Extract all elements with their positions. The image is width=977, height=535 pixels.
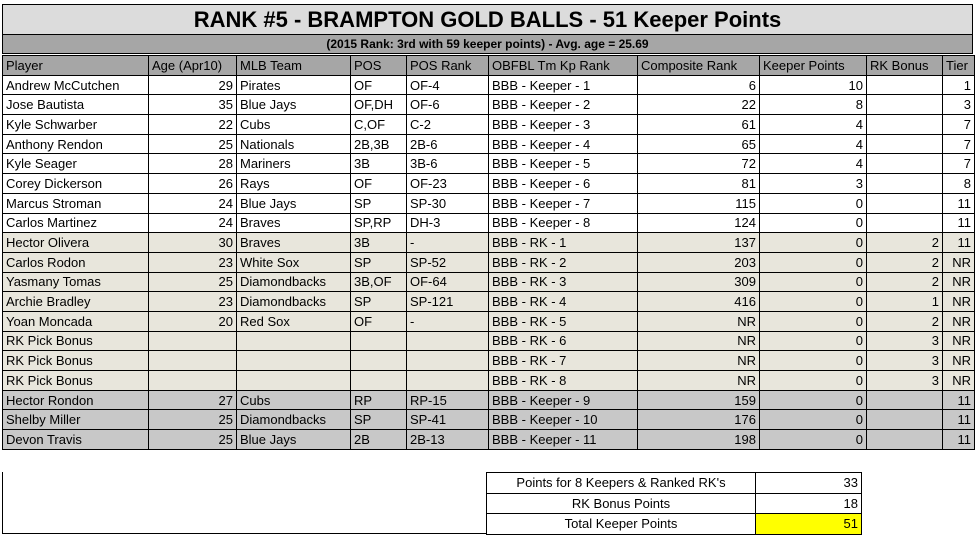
header-pos-rank[interactable]: POS Rank xyxy=(407,56,489,76)
cell-age[interactable]: 28 xyxy=(149,154,237,174)
cell-composite-rank[interactable]: 159 xyxy=(638,390,760,410)
cell-pos[interactable] xyxy=(351,351,407,371)
cell-pos[interactable] xyxy=(351,331,407,351)
cell-pos[interactable]: RP xyxy=(351,390,407,410)
summary-label[interactable]: Total Keeper Points xyxy=(487,514,756,535)
cell-pos[interactable]: 2B,3B xyxy=(351,134,407,154)
cell-tier[interactable]: 11 xyxy=(943,193,975,213)
cell-pos[interactable]: 2B xyxy=(351,430,407,450)
cell-composite-rank[interactable]: 72 xyxy=(638,154,760,174)
summary-table xyxy=(486,472,862,535)
cell-composite-rank[interactable]: 22 xyxy=(638,95,760,115)
cell-tier[interactable]: 7 xyxy=(943,134,975,154)
cell-composite-rank[interactable]: NR xyxy=(638,331,760,351)
cell-rk-bonus[interactable] xyxy=(867,193,943,213)
cell-tier[interactable]: 7 xyxy=(943,115,975,135)
cell-player[interactable]: Yoan Moncada xyxy=(3,311,149,331)
cell-composite-rank[interactable]: 416 xyxy=(638,292,760,312)
cell-pos-rank[interactable]: 2B-13 xyxy=(407,430,489,450)
cell-mlb-team[interactable]: White Sox xyxy=(237,252,351,272)
table-row xyxy=(3,95,975,115)
cell-pos-rank[interactable]: OF-4 xyxy=(407,75,489,95)
summary-value[interactable]: 33 xyxy=(756,473,862,494)
cell-player[interactable]: Carlos Martinez xyxy=(3,213,149,233)
cell-composite-rank[interactable]: 81 xyxy=(638,174,760,194)
cell-keeper-points[interactable]: 0 xyxy=(760,390,867,410)
cell-keeper-points[interactable]: 0 xyxy=(760,430,867,450)
cell-rk-bonus[interactable]: 2 xyxy=(867,272,943,292)
cell-pos[interactable]: OF xyxy=(351,174,407,194)
cell-keeper-points[interactable]: 0 xyxy=(760,193,867,213)
cell-rk-bonus[interactable]: 2 xyxy=(867,311,943,331)
cell-mlb-team[interactable] xyxy=(237,331,351,351)
cell-rk-bonus[interactable] xyxy=(867,95,943,115)
cell-tier[interactable]: 3 xyxy=(943,95,975,115)
cell-pos-rank[interactable]: C-2 xyxy=(407,115,489,135)
cell-rk-bonus[interactable]: 3 xyxy=(867,351,943,371)
table-row xyxy=(3,213,975,233)
cell-rk-bonus[interactable] xyxy=(867,115,943,135)
cell-mlb-team[interactable]: Nationals xyxy=(237,134,351,154)
cell-keeper-points[interactable]: 0 xyxy=(760,410,867,430)
cell-player[interactable]: Hector Rondon xyxy=(3,390,149,410)
total-keeper-points-value[interactable]: 51 xyxy=(756,514,862,535)
cell-keeper-points[interactable]: 0 xyxy=(760,371,867,391)
cell-tm-kp-rank[interactable]: BBB - Keeper - 4 xyxy=(489,134,638,154)
cell-pos-rank[interactable]: DH-3 xyxy=(407,213,489,233)
header-tm-kp-rank[interactable]: OBFBL Tm Kp Rank xyxy=(489,56,638,76)
cell-age[interactable]: 25 xyxy=(149,272,237,292)
cell-pos-rank[interactable]: OF-6 xyxy=(407,95,489,115)
cell-tier[interactable]: 1 xyxy=(943,75,975,95)
cell-pos[interactable]: SP xyxy=(351,410,407,430)
table-row xyxy=(3,351,975,371)
cell-keeper-points[interactable]: 0 xyxy=(760,233,867,253)
cell-composite-rank[interactable]: 65 xyxy=(638,134,760,154)
cell-pos[interactable]: SP xyxy=(351,193,407,213)
cell-player[interactable]: RK Pick Bonus xyxy=(3,331,149,351)
cell-mlb-team[interactable]: Braves xyxy=(237,233,351,253)
cell-tm-kp-rank[interactable]: BBB - Keeper - 9 xyxy=(489,390,638,410)
cell-pos-rank[interactable]: SP-52 xyxy=(407,252,489,272)
cell-mlb-team[interactable]: Blue Jays xyxy=(237,95,351,115)
sheet-subtitle: (2015 Rank: 3rd with 59 keeper points) - Avg. age = 25.69 xyxy=(2,35,973,54)
cell-player[interactable]: Marcus Stroman xyxy=(3,193,149,213)
cell-mlb-team[interactable]: Diamondbacks xyxy=(237,292,351,312)
cell-age[interactable]: 25 xyxy=(149,430,237,450)
cell-composite-rank[interactable]: 203 xyxy=(638,252,760,272)
cell-tier[interactable]: 7 xyxy=(943,154,975,174)
table-row xyxy=(3,410,975,430)
table-row xyxy=(3,331,975,351)
cell-player[interactable]: Yasmany Tomas xyxy=(3,272,149,292)
cell-player[interactable]: Archie Bradley xyxy=(3,292,149,312)
cell-age[interactable]: 23 xyxy=(149,292,237,312)
cell-tm-kp-rank[interactable]: BBB - RK - 3 xyxy=(489,272,638,292)
cell-tier[interactable]: 11 xyxy=(943,410,975,430)
summary-label[interactable]: RK Bonus Points xyxy=(487,493,756,514)
cell-tier[interactable]: NR xyxy=(943,252,975,272)
header-rk-bonus[interactable]: RK Bonus xyxy=(867,56,943,76)
cell-rk-bonus[interactable] xyxy=(867,75,943,95)
table-row xyxy=(3,174,975,194)
cell-mlb-team[interactable]: Blue Jays xyxy=(237,193,351,213)
cell-pos[interactable]: C,OF xyxy=(351,115,407,135)
cell-mlb-team[interactable]: Cubs xyxy=(237,115,351,135)
cell-age[interactable]: 25 xyxy=(149,410,237,430)
cell-pos[interactable]: 3B xyxy=(351,154,407,174)
table-row xyxy=(3,115,975,135)
cell-player[interactable]: Anthony Rendon xyxy=(3,134,149,154)
cell-keeper-points[interactable]: 0 xyxy=(760,311,867,331)
cell-player[interactable]: Shelby Miller xyxy=(3,410,149,430)
cell-pos-rank[interactable]: RP-15 xyxy=(407,390,489,410)
cell-tier[interactable]: 11 xyxy=(943,213,975,233)
sheet-title: RANK #5 - BRAMPTON GOLD BALLS - 51 Keeper Points xyxy=(2,4,973,35)
cell-rk-bonus[interactable] xyxy=(867,174,943,194)
cell-mlb-team[interactable]: Red Sox xyxy=(237,311,351,331)
table-row xyxy=(3,371,975,391)
cell-pos[interactable]: SP xyxy=(351,252,407,272)
cell-keeper-points[interactable]: 10 xyxy=(760,75,867,95)
cell-tm-kp-rank[interactable]: BBB - RK - 4 xyxy=(489,292,638,312)
cell-composite-rank[interactable]: 61 xyxy=(638,115,760,135)
cell-tm-kp-rank[interactable]: BBB - RK - 7 xyxy=(489,351,638,371)
table-row xyxy=(3,292,975,312)
cell-keeper-points[interactable]: 0 xyxy=(760,272,867,292)
cell-player[interactable]: RK Pick Bonus xyxy=(3,351,149,371)
cell-keeper-points[interactable]: 0 xyxy=(760,351,867,371)
cell-mlb-team[interactable]: Rays xyxy=(237,174,351,194)
cell-tm-kp-rank[interactable]: BBB - Keeper - 6 xyxy=(489,174,638,194)
cell-mlb-team[interactable]: Diamondbacks xyxy=(237,410,351,430)
cell-age[interactable] xyxy=(149,371,237,391)
cell-age[interactable]: 25 xyxy=(149,134,237,154)
header-keeper-points[interactable]: Keeper Points xyxy=(760,56,867,76)
cell-tm-kp-rank[interactable]: BBB - RK - 6 xyxy=(489,331,638,351)
cell-age[interactable]: 24 xyxy=(149,213,237,233)
keeper-table xyxy=(2,55,975,450)
cell-composite-rank[interactable]: 176 xyxy=(638,410,760,430)
cell-age[interactable]: 30 xyxy=(149,233,237,253)
cell-pos-rank[interactable]: SP-30 xyxy=(407,193,489,213)
summary-row xyxy=(487,514,862,535)
cell-rk-bonus[interactable] xyxy=(867,430,943,450)
cell-tier[interactable]: 8 xyxy=(943,174,975,194)
table-row xyxy=(3,311,975,331)
cell-keeper-points[interactable]: 0 xyxy=(760,213,867,233)
header-composite-rank[interactable]: Composite Rank xyxy=(638,56,760,76)
header-pos[interactable]: POS xyxy=(351,56,407,76)
cell-age[interactable]: 29 xyxy=(149,75,237,95)
cell-pos[interactable]: SP xyxy=(351,292,407,312)
cell-age[interactable]: 26 xyxy=(149,174,237,194)
cell-pos-rank[interactable]: 2B-6 xyxy=(407,134,489,154)
cell-pos[interactable]: 3B xyxy=(351,233,407,253)
cell-pos[interactable] xyxy=(351,371,407,391)
summary-label[interactable]: Points for 8 Keepers & Ranked RK's xyxy=(487,473,756,494)
cell-keeper-points[interactable]: 4 xyxy=(760,115,867,135)
cell-pos-rank[interactable]: SP-121 xyxy=(407,292,489,312)
cell-rk-bonus[interactable]: 2 xyxy=(867,233,943,253)
cell-pos-rank[interactable]: OF-64 xyxy=(407,272,489,292)
cell-mlb-team[interactable]: Blue Jays xyxy=(237,430,351,450)
table-row xyxy=(3,154,975,174)
cell-rk-bonus[interactable] xyxy=(867,410,943,430)
cell-tier[interactable]: 11 xyxy=(943,233,975,253)
cell-tier[interactable]: NR xyxy=(943,351,975,371)
cell-tier[interactable]: NR xyxy=(943,311,975,331)
header-player[interactable]: Player xyxy=(3,56,149,76)
table-row xyxy=(3,75,975,95)
cell-keeper-points[interactable]: 0 xyxy=(760,331,867,351)
header-row xyxy=(3,56,975,76)
cell-keeper-points[interactable]: 4 xyxy=(760,154,867,174)
cell-pos-rank[interactable]: - xyxy=(407,233,489,253)
table-row xyxy=(3,233,975,253)
cell-tm-kp-rank[interactable]: BBB - Keeper - 11 xyxy=(489,430,638,450)
cell-pos-rank[interactable] xyxy=(407,371,489,391)
cell-composite-rank[interactable]: 115 xyxy=(638,193,760,213)
cell-rk-bonus[interactable] xyxy=(867,134,943,154)
cell-tm-kp-rank[interactable]: BBB - Keeper - 1 xyxy=(489,75,638,95)
cell-composite-rank[interactable]: 6 xyxy=(638,75,760,95)
cell-tm-kp-rank[interactable]: BBB - Keeper - 5 xyxy=(489,154,638,174)
cell-tm-kp-rank[interactable]: BBB - Keeper - 2 xyxy=(489,95,638,115)
cell-age[interactable]: 20 xyxy=(149,311,237,331)
cell-age[interactable] xyxy=(149,351,237,371)
cell-rk-bonus[interactable] xyxy=(867,213,943,233)
cell-composite-rank[interactable]: NR xyxy=(638,371,760,391)
cell-age[interactable]: 24 xyxy=(149,193,237,213)
table-row xyxy=(3,390,975,410)
cell-composite-rank[interactable]: NR xyxy=(638,311,760,331)
cell-tier[interactable]: 11 xyxy=(943,430,975,450)
summary-row xyxy=(487,493,862,514)
cell-pos[interactable]: OF,DH xyxy=(351,95,407,115)
cell-mlb-team[interactable]: Mariners xyxy=(237,154,351,174)
cell-tm-kp-rank[interactable]: BBB - Keeper - 3 xyxy=(489,115,638,135)
cell-mlb-team[interactable]: Cubs xyxy=(237,390,351,410)
cell-age[interactable]: 35 xyxy=(149,95,237,115)
cell-composite-rank[interactable]: NR xyxy=(638,351,760,371)
cell-player[interactable]: RK Pick Bonus xyxy=(3,371,149,391)
table-row xyxy=(3,252,975,272)
cell-tm-kp-rank[interactable]: BBB - RK - 5 xyxy=(489,311,638,331)
cell-tm-kp-rank[interactable]: BBB - Keeper - 7 xyxy=(489,193,638,213)
cell-pos[interactable]: SP,RP xyxy=(351,213,407,233)
cell-player[interactable]: Carlos Rodon xyxy=(3,252,149,272)
header-tier[interactable]: Tier xyxy=(943,56,975,76)
cell-tm-kp-rank[interactable]: BBB - RK - 2 xyxy=(489,252,638,272)
cell-pos[interactable]: OF xyxy=(351,75,407,95)
summary-row xyxy=(487,473,862,494)
cell-composite-rank[interactable]: 137 xyxy=(638,233,760,253)
cell-player[interactable]: Kyle Schwarber xyxy=(3,115,149,135)
cell-composite-rank[interactable]: 124 xyxy=(638,213,760,233)
cell-pos-rank[interactable]: 3B-6 xyxy=(407,154,489,174)
table-row xyxy=(3,193,975,213)
summary-value[interactable]: 18 xyxy=(756,493,862,514)
cell-player[interactable]: Corey Dickerson xyxy=(3,174,149,194)
cell-composite-rank[interactable]: 198 xyxy=(638,430,760,450)
cell-rk-bonus[interactable] xyxy=(867,154,943,174)
summary-blank-area xyxy=(2,472,486,534)
cell-rk-bonus[interactable]: 3 xyxy=(867,331,943,351)
cell-tier[interactable]: NR xyxy=(943,292,975,312)
cell-tier[interactable]: NR xyxy=(943,331,975,351)
table-row xyxy=(3,134,975,154)
cell-mlb-team[interactable]: Braves xyxy=(237,213,351,233)
header-age[interactable]: Age (Apr10) xyxy=(149,56,237,76)
cell-age[interactable] xyxy=(149,331,237,351)
cell-mlb-team[interactable]: Diamondbacks xyxy=(237,272,351,292)
cell-composite-rank[interactable]: 309 xyxy=(638,272,760,292)
table-row xyxy=(3,430,975,450)
cell-rk-bonus[interactable] xyxy=(867,390,943,410)
table-row xyxy=(3,272,975,292)
header-mlb-team[interactable]: MLB Team xyxy=(237,56,351,76)
cell-tier[interactable]: 11 xyxy=(943,390,975,410)
cell-pos[interactable]: 3B,OF xyxy=(351,272,407,292)
cell-age[interactable]: 27 xyxy=(149,390,237,410)
cell-player[interactable]: Kyle Seager xyxy=(3,154,149,174)
cell-keeper-points[interactable]: 0 xyxy=(760,292,867,312)
cell-keeper-points[interactable]: 3 xyxy=(760,174,867,194)
cell-pos-rank[interactable] xyxy=(407,351,489,371)
cell-mlb-team[interactable] xyxy=(237,371,351,391)
cell-player[interactable]: Devon Travis xyxy=(3,430,149,450)
cell-mlb-team[interactable]: Pirates xyxy=(237,75,351,95)
cell-pos-rank[interactable] xyxy=(407,331,489,351)
cell-pos-rank[interactable]: SP-41 xyxy=(407,410,489,430)
cell-mlb-team[interactable] xyxy=(237,351,351,371)
cell-tier[interactable]: NR xyxy=(943,371,975,391)
cell-tm-kp-rank[interactable]: BBB - RK - 8 xyxy=(489,371,638,391)
cell-player[interactable]: Hector Olivera xyxy=(3,233,149,253)
cell-player[interactable]: Andrew McCutchen xyxy=(3,75,149,95)
cell-rk-bonus[interactable]: 1 xyxy=(867,292,943,312)
cell-rk-bonus[interactable]: 2 xyxy=(867,252,943,272)
cell-keeper-points[interactable]: 0 xyxy=(760,252,867,272)
cell-keeper-points[interactable]: 8 xyxy=(760,95,867,115)
cell-pos-rank[interactable]: - xyxy=(407,311,489,331)
cell-age[interactable]: 23 xyxy=(149,252,237,272)
cell-tm-kp-rank[interactable]: BBB - Keeper - 8 xyxy=(489,213,638,233)
cell-pos[interactable]: OF xyxy=(351,311,407,331)
cell-pos-rank[interactable]: OF-23 xyxy=(407,174,489,194)
cell-age[interactable]: 22 xyxy=(149,115,237,135)
cell-keeper-points[interactable]: 4 xyxy=(760,134,867,154)
cell-player[interactable]: Jose Bautista xyxy=(3,95,149,115)
cell-tm-kp-rank[interactable]: BBB - RK - 1 xyxy=(489,233,638,253)
cell-tier[interactable]: NR xyxy=(943,272,975,292)
cell-tm-kp-rank[interactable]: BBB - Keeper - 10 xyxy=(489,410,638,430)
cell-rk-bonus[interactable]: 3 xyxy=(867,371,943,391)
